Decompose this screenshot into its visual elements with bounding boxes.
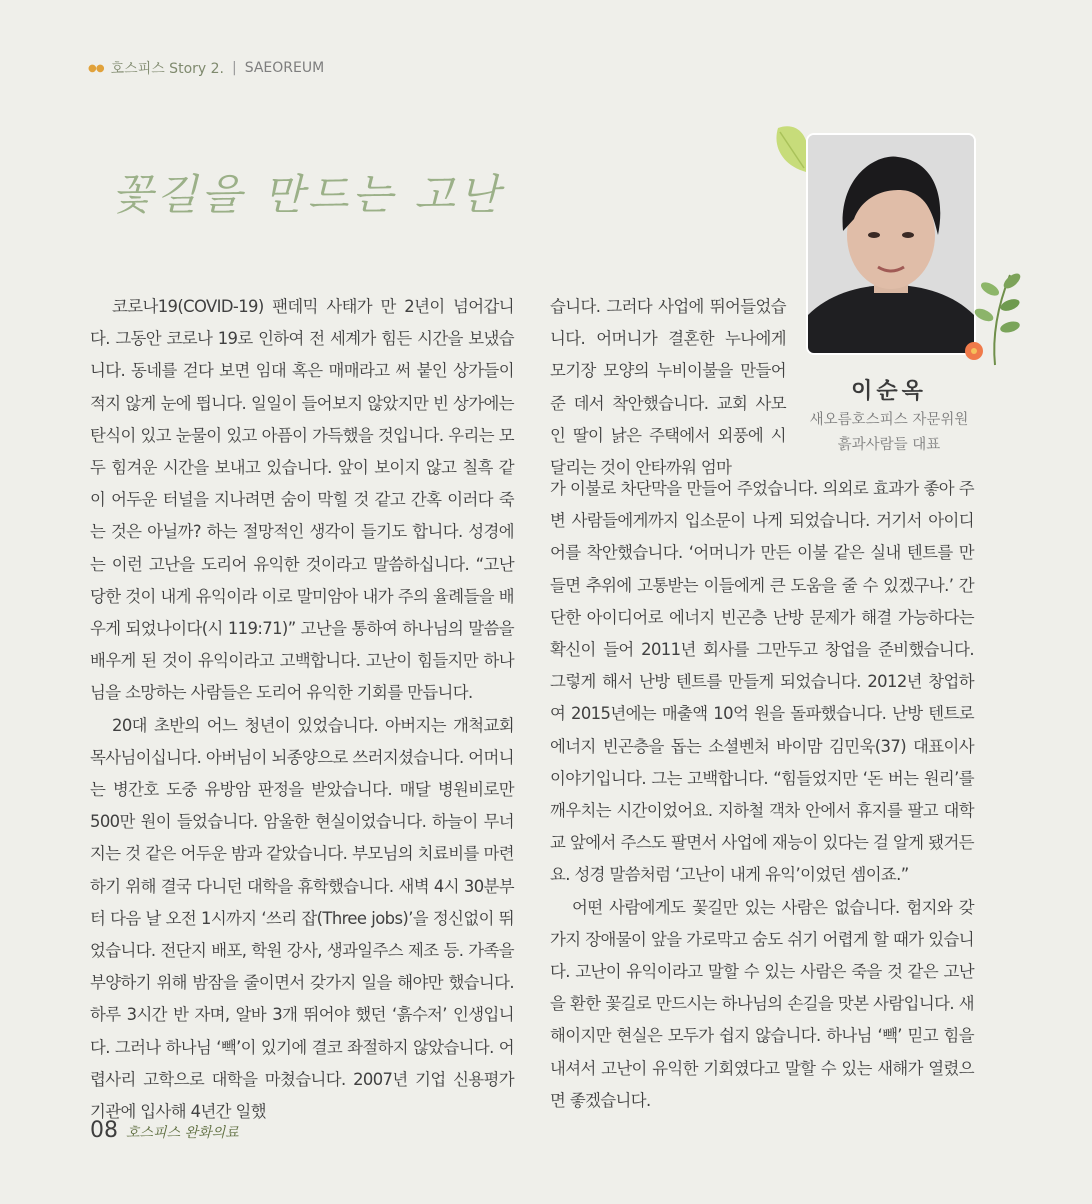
page-footer [90, 1118, 239, 1143]
article-column-2-top [550, 291, 786, 484]
footer-logo: 호스피스 완화의료 [126, 1125, 239, 1141]
article-title: 꽃길을 만드는 고난 [112, 170, 504, 219]
paragraph: 가 이불로 차단막을 만들어 주었습니다. 의외로 효과가 좋아 주변 사람들에게까지 입소문이 나게 되었습니다. 거기서 아이디어를 착안했습니다. ‘어머니가 만든 이불 같은 실내 텐트를 만들면 추위에 고통받는 이들에게 큰 도움을 줄 수 있겠구나.’ 간단한 아이디어로 에너지 빈곤층 난방 문제가 해결 가능하다는 확신이 들어 2011년 회사를 그만두고 창업을 준비했습니다. 그렇게 해서 난방 텐트를 만들게 되었습니다. 2012년 창업하여 2015년에는 매출액 10억 원을 돌파했습니다. 난방 텐트로 에너지 빈곤층을 돕는 소셜벤처 바이맘 김민욱(37) 대표이사 이야기입니다. 그는 고백합니다. “힘들었지만 ‘돈 버는 원리’를 깨우치는 시간이었어요. 지하철 객차 안에서 휴지를 팔고 대학교 앞에서 주스도 팔면서 사업에 재능이 있다는 걸 알게 됐거든요. 성경 말씀처럼 ‘고난이 내게 유익’이었던 셈이죠.” [550, 479, 974, 885]
page-number: 08 [90, 1118, 118, 1143]
section-subtitle: SAEOREUM [244, 60, 325, 76]
header-separator: | [231, 60, 237, 76]
author-name: 이순옥 [851, 379, 927, 404]
article-column-2 [550, 473, 974, 1117]
plant-decoration-icon [960, 265, 1030, 375]
paragraph: 습니다. 그러다 사업에 뛰어들었습니다. 어머니가 결혼한 누나에게 모기장 모양의 누비이불을 만들어 준 데서 착안했습니다. 교회 사모인 딸이 낡은 주택에서 외풍에 시달리는 것이 안타까워 엄마 [550, 297, 786, 478]
paragraph: 코로나19(COVID-19) 팬데믹 사태가 만 2년이 넘어갑니다. 그동안 코로나 19로 인하여 전 세계가 힘든 시간을 보냈습니다. 동네를 걷다 보면 임대 혹은 매매라고 써 붙인 상가들이 적지 않게 눈에 띕니다. 일일이 들어보지 않았지만 빈 상가에는 탄식이 있고 눈물이 있고 아픔이 가득했을 것입니다. 우리는 모두 힘겨운 시간을 보내고 있습니다. 앞이 보이지 않고 칠흑 같이 어두운 터널을 지나려면 숨이 막힐 것 같고 간혹 이러다 죽는 것은 아닐까? 하는 절망적인 생각이 들기도 합니다. 성경에는 이런 고난을 도리어 유익한 것이라고 말씀하십니다. “고난 당한 것이 내게 유익이라 이로 말미암아 내가 주의 율례들을 배우게 되었나이다(시 119:71)” 고난을 통하여 하나님의 말씀을 배우게 된 것이 유익이라고 고백합니다. 고난이 힘들지만 하나님을 소망하는 사람들은 도리어 유익한 기회를 만듭니다. [90, 297, 514, 703]
section-header [88, 58, 324, 78]
author-role: 흙과사람들 대표 [837, 437, 941, 453]
paragraph: 20대 초반의 어느 청년이 있었습니다. 아버지는 개척교회 목사님이십니다. 아버님이 뇌종양으로 쓰러지셨습니다. 어머니는 병간호 도중 유방암 판정을 받았습니다. 매달 병원비로만 500만 원이 들었습니다. 암울한 현실이었습니다. 하늘이 무너지는 것 같은 어두운 밤과 같았습니다. 부모님의 치료비를 마련하기 위해 결국 다니던 대학을 휴학했습니다. 새벽 4시 30분부터 다음 날 오전 1시까지 ‘쓰리 잡(Three jobs)’을 정신없이 뛰었습니다. 전단지 배포, 학원 강사, 생과일주스 제조 등. 가족을 부양하기 위해 밤잠을 줄이면서 갖가지 일을 해야만 했습니다. 하루 3시간 반 자며, 알바 3개 뛰어야 했던 ‘흙수저’ 인생입니다. 그러나 하나님 ‘빽’이 있기에 결코 좌절하지 않았습니다. 어렵사리 고학으로 대학을 마쳤습니다. 2007년 기업 신용평가 기관에 입사해 4년간 일했 [90, 715, 514, 1122]
author-photo [806, 133, 976, 355]
section-label: 호스피스 Story 2. [110, 61, 224, 77]
dots-icon: ● ● [88, 62, 103, 74]
author-role: 새오름호스피스 자문위원 [809, 412, 969, 428]
paragraph: 어떤 사람에게도 꽃길만 있는 사람은 없습니다. 험지와 갖가지 장애물이 앞을 가로막고 숨도 쉬기 어렵게 할 때가 있습니다. 고난이 유익이라고 말할 수 있는 사람은 죽을 것 같은 고난을 환한 꽃길로 만드시는 하나님의 손길을 맛본 사람입니다. 새해이지만 현실은 모두가 쉽지 않습니다. 하나님 ‘빽’ 믿고 힘을 내셔서 고난이 유익한 기회였다고 말할 수 있는 새해가 열렸으면 좋겠습니다. [550, 897, 974, 1110]
article-column-1 [90, 291, 514, 1128]
